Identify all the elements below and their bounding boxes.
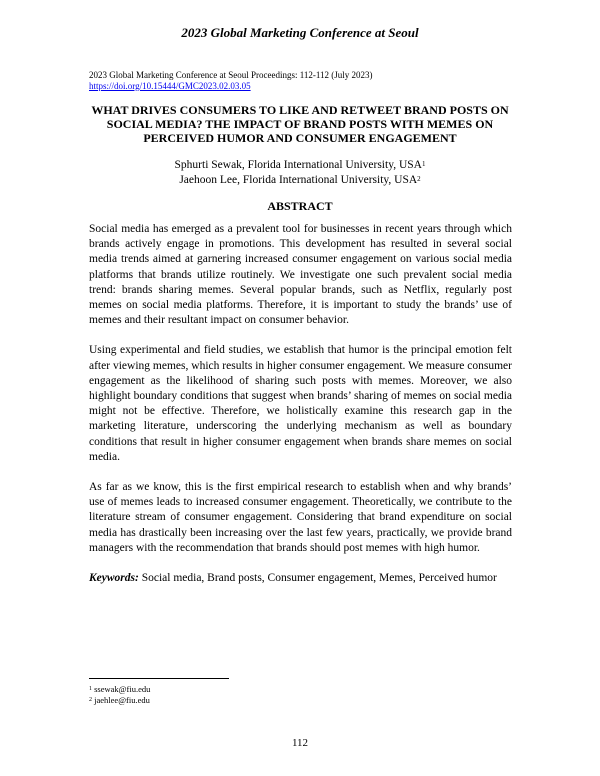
- footnote-marker: 2: [89, 697, 92, 703]
- footnote-marker: 2: [417, 175, 421, 183]
- proceedings-citation: 2023 Global Marketing Conference at Seoul Proceedings: 112-112 (July 2023): [89, 70, 373, 80]
- abstract-paragraph: Social media has emerged as a prevalent tool for businesses in recent years through which brands actively engage in promotions. This development has resulted in several social media trends aimed at garnering increased consumer engagement on various social media platforms that brands utilize routinely. We investigate one such prevalent social media trend: brands sharing memes. Several popular brands, such as Netflix, regularly post memes on social media platforms. Therefore, it is important to study the brands’ use of memes and their resultant impact on consumer behavior.: [89, 223, 512, 327]
- abstract-heading: ABSTRACT: [267, 199, 333, 213]
- abstract-paragraph: As far as we know, this is the first empirical research to establish when and why brands’ use of memes leads to increased consumer engagement. Theoretically, we contribute to the literature stream of consumer engagement. Considering that brand expenditure on social media has drastically been increasing over the last few years, practically, we provide brand managers with the recommendation that brands should post memes with high humor.: [89, 481, 512, 554]
- author-line: [89, 173, 511, 188]
- footnote-divider: [89, 678, 229, 679]
- footnote-email: ssewak@fiu.edu: [94, 684, 151, 694]
- author-name: Jaehoon Lee, Florida International University, USA: [179, 174, 418, 186]
- footnote-marker: 1: [421, 160, 426, 168]
- author-name: Sphurti Sewak, Florida International University, USA: [174, 159, 422, 171]
- doi-link[interactable]: https://doi.org/10.15444/GMC2023.02.03.05: [89, 81, 251, 91]
- page-number: 112: [291, 737, 309, 749]
- author-line: [89, 158, 511, 173]
- conference-header: 2023 Global Marketing Conference at Seoul: [181, 25, 419, 40]
- footnote-email: jaehlee@fiu.edu: [94, 695, 150, 705]
- proceedings-info: [89, 70, 373, 92]
- keywords-line: [89, 571, 512, 586]
- footnote-item: [89, 684, 150, 695]
- footnote-item: [89, 695, 150, 706]
- footnote-marker: 1: [89, 686, 92, 692]
- author-list: [89, 158, 511, 188]
- keywords-text: Social media, Brand posts, Consumer engagement, Memes, Perceived humor: [141, 572, 497, 585]
- keywords-label: Keywords:: [89, 572, 139, 585]
- abstract-body: [89, 222, 512, 601]
- paper-title: WHAT DRIVES CONSUMERS TO LIKE AND RETWEET BRAND POSTS ON SOCIAL MEDIA? THE IMPACT OF BRAND POSTS WITH MEMES ON PERCEIVED HUMOR AND CONSUMER ENGAGEMENT: [91, 103, 509, 145]
- abstract-paragraph: Using experimental and field studies, we establish that humor is the principal emotion felt after viewing memes, which results in higher consumer engagement. We measure consumer engagement as the likelihood of sharing such posts with memes. Moreover, we also highlight boundary conditions that suggest when brands’ sharing of memes on social media might not be effective. Therefore, we holistically examine this research gap in the marketing literature, underscoring the underlying mechanism as well as boundary conditions that result in higher consumer engagement when brands share memes on social media.: [89, 344, 512, 463]
- footnotes: [89, 684, 150, 706]
